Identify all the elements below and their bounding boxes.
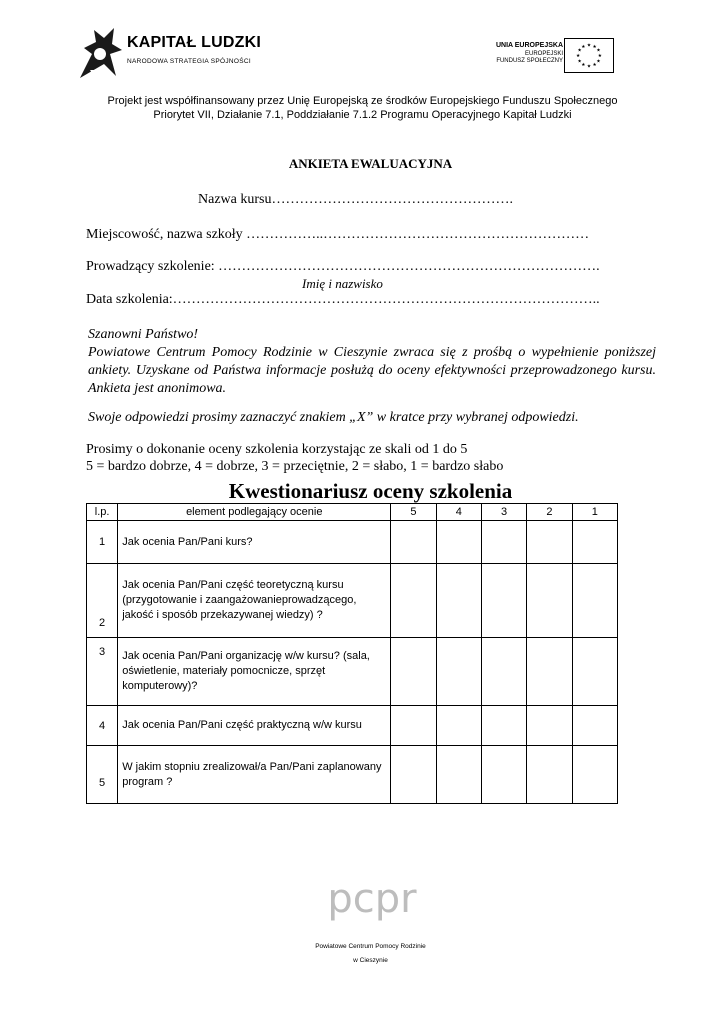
score-cell-4[interactable] — [436, 521, 481, 564]
row-number: 2 — [87, 564, 118, 638]
svg-text:★: ★ — [577, 59, 582, 65]
score-cell-1[interactable] — [572, 706, 617, 746]
pcpr-logo-text: pcpr — [327, 880, 417, 922]
score-cell-4[interactable] — [436, 564, 481, 638]
svg-text:★: ★ — [581, 62, 586, 68]
trainer-field[interactable]: Prowadzący szkolenie: ………………………………………………………………………. — [86, 259, 600, 274]
svg-text:★: ★ — [577, 48, 582, 54]
footer-org-name: Powiatowe Centrum Pomocy Rodzinie — [315, 943, 426, 950]
question-text: Jak ocenia Pan/Pani organizację w/w kursu? (sala, oświetlenie, materiały pomocnicze, sprzęt komputerowy)? — [118, 638, 391, 706]
score-cell-1[interactable] — [572, 638, 617, 706]
question-text: Jak ocenia Pan/Pani część praktyczną w/w kursu — [118, 706, 391, 746]
score-cell-3[interactable] — [481, 706, 526, 746]
intro-paragraph: Powiatowe Centrum Pomocy Rodzinie w Cieszynie zwraca się z prośbą o wypełnienie poniższej ankiety. Uzyskane od Państwa informacje posłużą do oceny efektywności przeprowadzonego kursu. Ankieta jest anonimowa. — [88, 345, 656, 396]
svg-text:★: ★ — [597, 53, 602, 59]
score-cell-4[interactable] — [436, 638, 481, 706]
row-number: 4 — [87, 706, 118, 746]
table-header-row — [87, 504, 618, 521]
course-name-field[interactable]: Nazwa kursu……………………………………………. — [198, 192, 513, 207]
header-score-4: 4 — [436, 504, 481, 521]
scale-intro: Prosimy o dokonanie oceny szkolenia korzystając ze skali od 1 do 5 — [86, 442, 468, 457]
row-number: 1 — [87, 521, 118, 564]
row-number: 5 — [87, 746, 118, 804]
score-cell-5[interactable] — [391, 521, 436, 564]
svg-text:★: ★ — [581, 44, 586, 50]
score-cell-2[interactable] — [527, 521, 572, 564]
score-cell-1[interactable] — [572, 564, 617, 638]
instruction-text: Swoje odpowiedzi prosimy zaznaczyć znakiem „X” w kratce przy wybranej odpowiedzi. — [88, 410, 579, 425]
pcpr-logo — [312, 880, 432, 930]
header-score-1: 1 — [572, 504, 617, 521]
header-score-3: 3 — [481, 504, 526, 521]
header-score-2: 2 — [527, 504, 572, 521]
svg-text:★: ★ — [596, 48, 601, 54]
table-row — [87, 564, 618, 638]
questionnaire-title: Kwestionariusz oceny szkolenia — [228, 479, 513, 503]
table-row — [87, 746, 618, 804]
question-text: Jak ocenia Pan/Pani kurs? — [118, 521, 391, 564]
greeting: Szanowni Państwo! — [88, 327, 199, 342]
score-cell-1[interactable] — [572, 746, 617, 804]
trainer-hint: Imię i nazwisko — [302, 276, 383, 291]
svg-text:★: ★ — [586, 43, 592, 49]
header-score-5: 5 — [391, 504, 436, 521]
svg-text:★: ★ — [576, 53, 581, 59]
score-cell-4[interactable] — [436, 706, 481, 746]
score-cell-5[interactable] — [391, 746, 436, 804]
svg-text:★: ★ — [586, 64, 592, 70]
score-cell-3[interactable] — [481, 638, 526, 706]
kapital-ludzki-subtitle: NARODOWA STRATEGIA SPÓJNOŚCI — [127, 58, 251, 65]
svg-text:★: ★ — [592, 62, 597, 68]
table-row — [87, 521, 618, 564]
score-cell-4[interactable] — [436, 746, 481, 804]
question-text: Jak ocenia Pan/Pani część teoretyczną kursu (przygotowanie i zaangażowanieprowadzącego, jakość i sposób przekazywanej wiedzy) ? — [118, 564, 391, 638]
project-priority-line: Priorytet VII, Działanie 7.1, Poddziałanie 7.1.2 Programu Operacyjnego Kapitał Ludzki — [153, 109, 572, 121]
header-element: element podlegający ocenie — [118, 504, 391, 521]
scale-legend: 5 = bardzo dobrze, 4 = dobrze, 3 = przeciętnie, 2 = słabo, 1 = bardzo słabo — [86, 459, 504, 474]
header-lp: l.p. — [87, 504, 118, 521]
score-cell-3[interactable] — [481, 564, 526, 638]
kapital-ludzki-logo — [74, 24, 264, 80]
score-cell-5[interactable] — [391, 638, 436, 706]
eu-name: UNIA EUROPEJSKA — [495, 42, 563, 49]
question-text: W jakim stopniu zrealizował/a Pan/Pani zaplanowany program ? — [118, 746, 391, 804]
svg-text:★: ★ — [596, 59, 601, 65]
eu-flag-icon — [564, 38, 614, 73]
date-field[interactable]: Data szkolenia:……………………………………………………………………………….. — [86, 292, 600, 307]
score-cell-3[interactable] — [481, 521, 526, 564]
score-cell-2[interactable] — [527, 706, 572, 746]
eu-fund-line1: EUROPEJSKI — [524, 51, 563, 57]
score-cell-2[interactable] — [527, 638, 572, 706]
project-funding-line: Projekt jest współfinansowany przez Unię Europejską ze środków Europejskiego Funduszu Społecznego — [107, 95, 618, 107]
score-cell-5[interactable] — [391, 564, 436, 638]
school-field[interactable]: Miejscowość, nazwa szkoły ……………..………………………………………………… — [86, 227, 590, 242]
kapital-ludzki-title: KAPITAŁ LUDZKI — [127, 34, 262, 51]
svg-text:★: ★ — [592, 44, 597, 50]
table-row — [87, 706, 618, 746]
rating-table — [86, 503, 618, 804]
eu-fund-line2: FUNDUSZ SPOŁECZNY — [496, 58, 563, 64]
table-row — [87, 638, 618, 706]
row-number: 3 — [87, 638, 118, 706]
score-cell-1[interactable] — [572, 521, 617, 564]
footer-org-city: w Cieszynie — [353, 957, 388, 964]
score-cell-5[interactable] — [391, 706, 436, 746]
form-title: ANKIETA EWALUACYJNA — [288, 156, 453, 171]
score-cell-2[interactable] — [527, 564, 572, 638]
score-cell-2[interactable] — [527, 746, 572, 804]
score-cell-3[interactable] — [481, 746, 526, 804]
